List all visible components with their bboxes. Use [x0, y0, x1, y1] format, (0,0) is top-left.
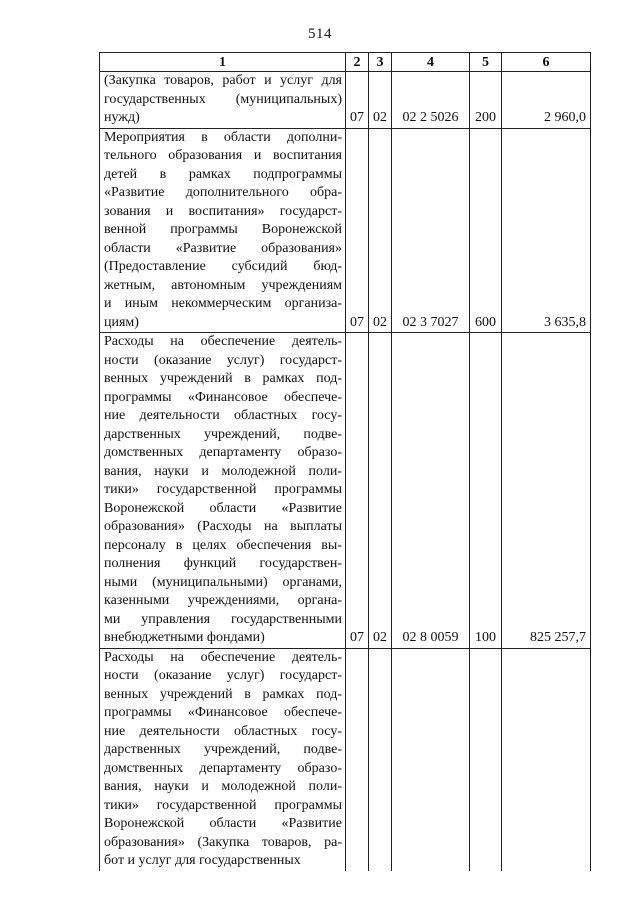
description-line: образования» (Закупка товаров, ра-	[104, 834, 342, 850]
row-description	[100, 333, 346, 649]
row-target-article: 02 2 5026	[392, 72, 470, 129]
column-header-6: 6	[502, 53, 591, 72]
description-line: полнения функций государствен-	[104, 556, 342, 571]
description-line: венных учреждений в рамках под-	[104, 371, 342, 386]
description-line: венных учреждений в рамках под-	[104, 686, 342, 702]
description-line: (Предоставление субсидий бюд-	[104, 259, 342, 274]
description-line: персоналу в целях обеспечения вы-	[104, 537, 342, 553]
row-amount: 2 960,0	[502, 72, 591, 129]
row-subsection-code: 02	[369, 128, 392, 333]
description-line: ние деятельности областных госу-	[104, 408, 342, 423]
row-section-code	[346, 648, 369, 871]
row-target-article	[392, 648, 470, 871]
table-row	[100, 648, 591, 871]
column-header-3: 3	[369, 53, 392, 72]
description-line: Расходы на обеспечение деятель-	[104, 334, 342, 349]
description-line: детей в рамках подпрограммы	[104, 166, 342, 182]
description-line: ности (оказание услуг) государст-	[104, 352, 342, 368]
description-line: ности (оказание услуг) государст-	[104, 668, 342, 683]
row-expense-type	[470, 648, 502, 871]
description-line: зования и воспитания» государст-	[104, 203, 342, 219]
table-row	[100, 333, 591, 649]
row-target-article: 02 3 7027	[392, 128, 470, 333]
description-line: вания, науки и молодежной поли-	[104, 463, 342, 479]
table-header-row	[100, 53, 591, 72]
row-section-code: 07	[346, 333, 369, 649]
row-subsection-code: 02	[369, 333, 392, 649]
description-line: циям)	[104, 314, 139, 330]
row-description	[100, 128, 346, 333]
description-line: вания, науки и молодежной поли-	[104, 779, 342, 794]
description-line: венной программы Воронежской	[104, 222, 342, 237]
description-line: государственных (муниципальных)	[104, 91, 342, 107]
description-line: нужд)	[104, 110, 140, 125]
description-line: программы «Финансовое обеспече-	[104, 389, 342, 405]
description-line: домственных департаменту образо-	[104, 445, 342, 460]
row-subsection-code: 02	[369, 72, 392, 129]
row-expense-type: 200	[470, 72, 502, 129]
description-line: образования» (Расходы на выплаты	[104, 519, 342, 534]
column-header-5: 5	[470, 53, 502, 72]
row-amount	[502, 648, 591, 871]
description-line: «Развитие дополнительного обра-	[104, 185, 342, 200]
row-section-code: 07	[346, 128, 369, 333]
description-line: дарственных учреждений, подве-	[104, 742, 342, 757]
description-line: жетным, автономным учреждениям	[104, 277, 342, 293]
description-line: ние деятельности областных госу-	[104, 723, 342, 739]
description-line: казенными учреждениями, органа-	[104, 593, 342, 608]
row-amount: 3 635,8	[502, 128, 591, 333]
description-line: тики» государственной программы	[104, 797, 342, 813]
description-line: Воронежской области «Развитие	[104, 500, 342, 516]
description-line: ми управления государственными	[104, 611, 342, 627]
row-expense-type: 100	[470, 333, 502, 649]
column-header-1: 1	[100, 53, 346, 72]
table-row	[100, 72, 591, 129]
description-line: тики» государственной программы	[104, 482, 342, 497]
description-line: и иным некоммерческим организа-	[104, 296, 342, 311]
description-line: домственных департаменту образо-	[104, 760, 342, 776]
row-target-article: 02 8 0059	[392, 333, 470, 649]
description-line: области «Развитие образования»	[104, 240, 342, 256]
description-line: тельного образования и воспитания	[104, 148, 342, 163]
description-line: бот и услуг для государственных	[104, 853, 301, 868]
description-line: Расходы на обеспечение деятель-	[104, 649, 342, 665]
description-line: дарственных учреждений, подве-	[104, 426, 342, 442]
budget-table	[99, 52, 591, 871]
row-expense-type: 600	[470, 128, 502, 333]
description-line: внебюджетными фондами)	[104, 630, 265, 645]
row-amount: 825 257,7	[502, 333, 591, 649]
page-number: 514	[308, 26, 332, 42]
description-line: программы «Финансовое обеспече-	[104, 705, 342, 720]
table-row	[100, 128, 591, 333]
column-header-4: 4	[392, 53, 470, 72]
row-section-code: 07	[346, 72, 369, 129]
row-description	[100, 72, 346, 129]
description-line: ными (муниципальными) органами,	[104, 574, 342, 590]
row-description	[100, 648, 346, 871]
description-line: Воронежской области «Развитие	[104, 816, 342, 831]
row-subsection-code	[369, 648, 392, 871]
column-header-2: 2	[346, 53, 369, 72]
description-line: (Закупка товаров, работ и услуг для	[104, 73, 342, 88]
description-line: Мероприятия в области дополни-	[104, 129, 342, 145]
